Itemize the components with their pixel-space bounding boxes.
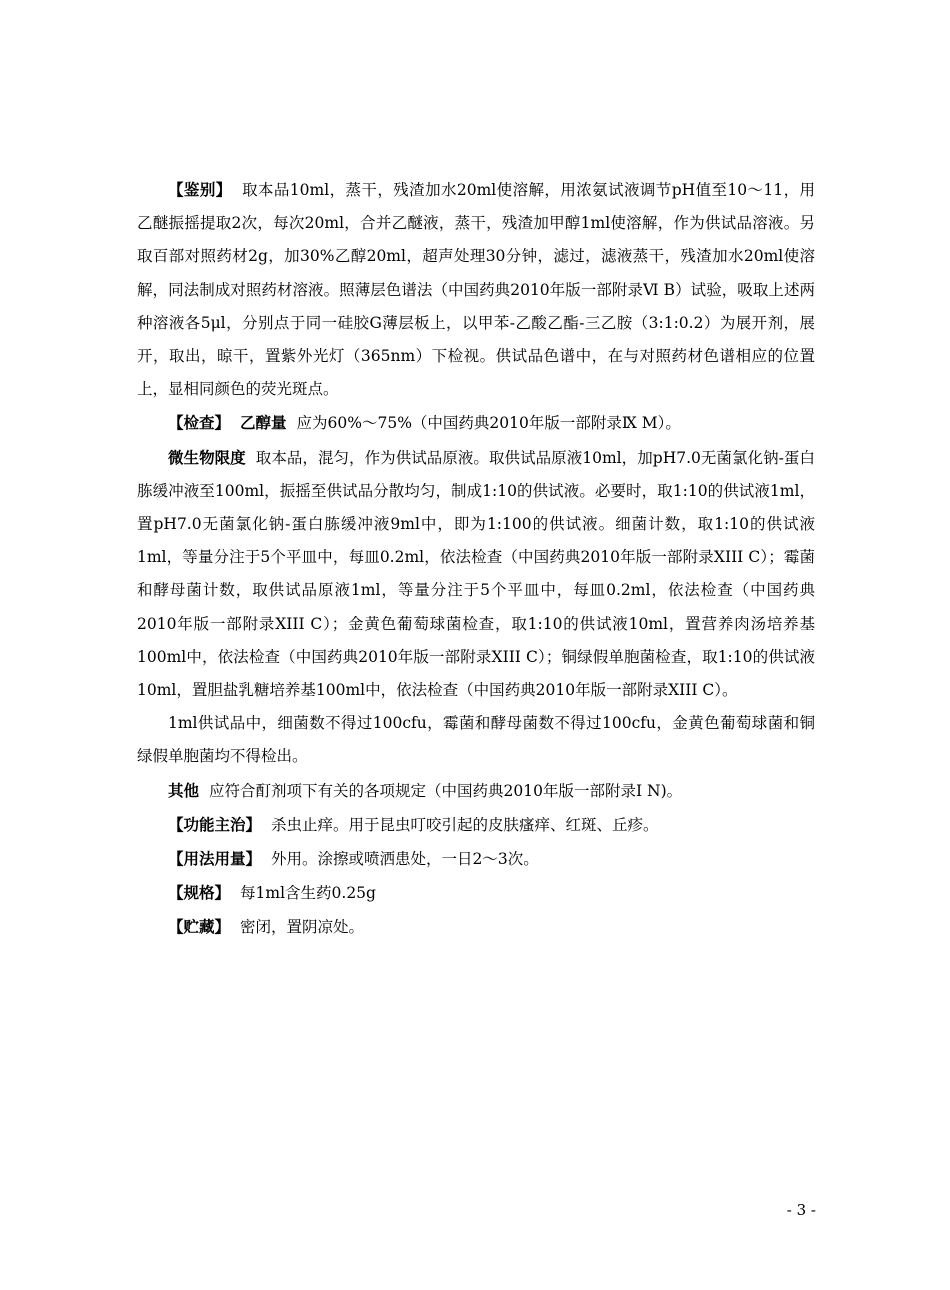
storage-text: 密闭，置阴凉处。 bbox=[240, 918, 365, 937]
inspection-paragraph bbox=[137, 406, 815, 440]
usage-text: 外用。涂擦或喷洒患处，一日2～3次。 bbox=[271, 850, 539, 869]
page-number: - 3 - bbox=[786, 1201, 816, 1219]
usage-label: 【用法用量】 bbox=[168, 849, 262, 869]
other-label: 其他 bbox=[168, 780, 200, 800]
other-paragraph bbox=[137, 774, 815, 808]
microbial-text: 取本品，混匀，作为供试品原液。取供试品原液10ml，加pH7.0无菌氯化钠-蛋白胨缓冲液至100ml，振摇至供试品分散均匀，制成1:10的供试液。必要时，取1:10的供试液1ml，置pH7.0无菌氯化钠-蛋白胨缓冲液9ml中，即为1:100的供试液。细菌计数，取1:10的供试液1ml，等量分注于5个平皿中，每皿0.2ml，依法检查（中国药典2010年版一部附录XIII C）；霉菌和酵母菌计数，取供试品原液1ml，等量分注于5个平皿中，每皿0.2ml，依法检查（中国药典2010年版一部附录XIII C）；金黄色葡萄球菌检查，取1:10的供试液10ml，置营养肉汤培养基100ml中，依法检查（中国药典2010年版一部附录XIII C）；铜绿假单胞菌检查，取1:10的供试液10ml，置胆盐乳糖培养基100ml中，依法检查（中国药典2010年版一部附录XIII C）。 bbox=[137, 448, 815, 700]
microbial-paragraph bbox=[137, 441, 815, 708]
microbial-label: 微生物限度 bbox=[168, 447, 246, 467]
identification-paragraph bbox=[137, 173, 815, 406]
spec-label: 【规格】 bbox=[168, 883, 231, 903]
function-paragraph bbox=[137, 808, 815, 842]
ethanol-content-text: 应为60%～75%（中国药典2010年版一部附录Ⅸ M）。 bbox=[296, 414, 681, 433]
ethanol-content-label: 乙醇量 bbox=[240, 413, 287, 433]
storage-paragraph bbox=[137, 910, 815, 944]
inspection-label: 【检查】 bbox=[168, 413, 231, 433]
usage-paragraph bbox=[137, 842, 815, 876]
other-text: 应符合酊剂项下有关的各项规定（中国药典2010年版一部附录Ⅰ N)。 bbox=[209, 781, 683, 800]
spec-paragraph bbox=[137, 876, 815, 910]
identification-text: 取本品10ml，蒸干，残渣加水20ml使溶解，用浓氨试液调节pH值至10～11，用乙醚振摇提取2次，每次20ml，合并乙醚液，蒸干，残渣加甲醇1ml使溶解，作为供试品溶液。另取百部对照药材2g，加30%乙醇20ml，超声处理30分钟，滤过，滤液蒸干，残渣加水20ml使溶解，同法制成对照药材溶液。照薄层色谱法（中国药典2010年版一部附录Ⅵ B）试验，吸取上述两种溶液各5μl，分别点于同一硅胶G薄层板上，以甲苯-乙酸乙酯-三乙胺（3:1:0.2）为展开剂，展开，取出，晾干，置紫外光灯（365nm）下检视。供试品色谱中，在与对照药材色谱相应的位置上，显相同颜色的荧光斑点。 bbox=[137, 181, 815, 399]
function-text: 杀虫止痒。用于昆虫叮咬引起的皮肤瘙痒、红斑、丘疹。 bbox=[271, 815, 659, 834]
limits-paragraph bbox=[137, 707, 815, 773]
spec-text: 每1ml含生药0.25g bbox=[240, 884, 376, 903]
function-label: 【功能主治】 bbox=[168, 814, 262, 834]
limits-text: 1ml供试品中，细菌数不得过100cfu，霉菌和酵母菌数不得过100cfu，金黄色葡萄球菌和铜绿假单胞菌均不得检出。 bbox=[137, 714, 815, 766]
storage-label: 【贮藏】 bbox=[168, 917, 231, 937]
document-body bbox=[137, 173, 815, 945]
identification-label: 【鉴别】 bbox=[168, 180, 232, 199]
